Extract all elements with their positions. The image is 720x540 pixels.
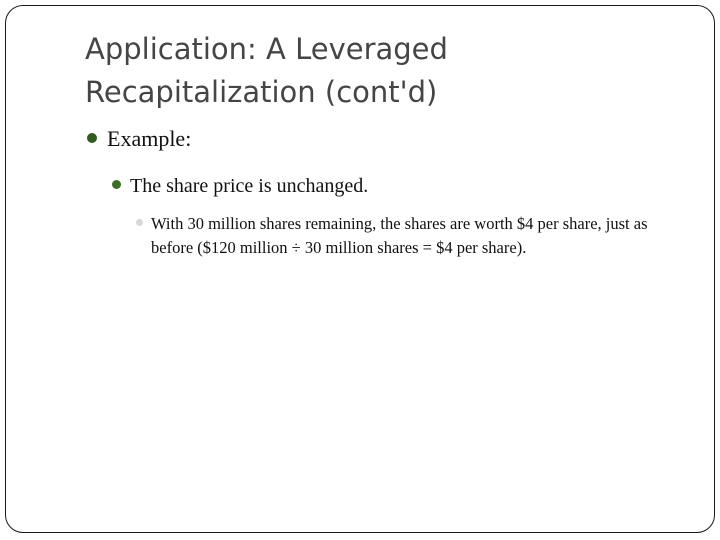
bullet-level2-text: The share price is unchanged. bbox=[130, 175, 369, 197]
bullet-level1 bbox=[107, 125, 191, 153]
slide-title: Application: A Leveraged Recapitalization (cont'd) bbox=[85, 32, 448, 109]
bullet-dot-level3-icon bbox=[136, 219, 143, 226]
slide-frame bbox=[5, 5, 715, 533]
bullet-level2 bbox=[130, 173, 368, 199]
bullet-dot-level2-icon bbox=[112, 180, 121, 189]
bullet-level3 bbox=[151, 212, 686, 260]
bullet-dot-level1-icon bbox=[87, 133, 97, 143]
bullet-level3-text: With 30 million shares remaining, the shares are worth $4 per share, just as before ($120 million ÷ 30 million shares = $4 per share). bbox=[151, 214, 648, 257]
bullet-level1-text: Example: bbox=[107, 126, 192, 151]
